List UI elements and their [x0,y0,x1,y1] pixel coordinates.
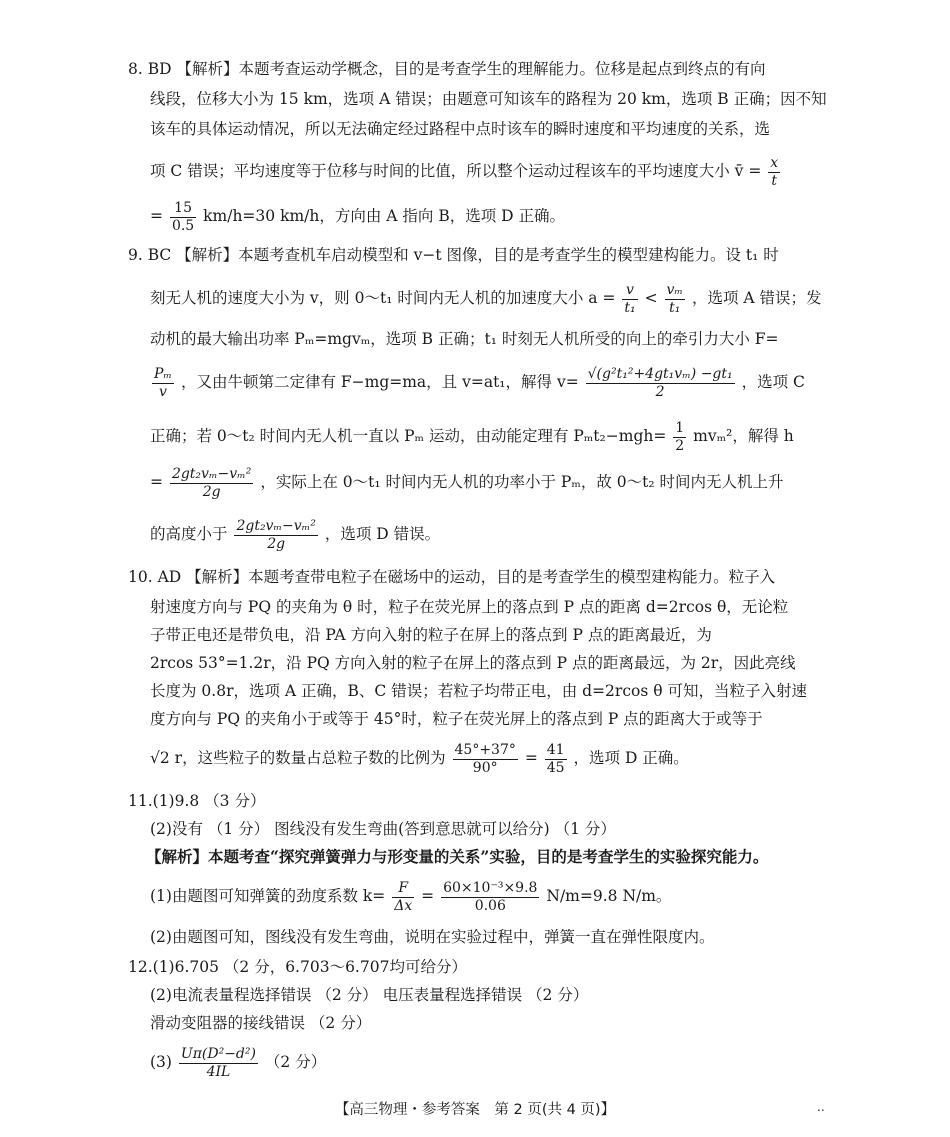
q9-line-4 [150,362,805,402]
q11-line-4 [150,876,671,916]
q9-height-fraction: $\frac{\text{2gt₂vₘ−vₘ²}}{2g}$ [171,466,252,500]
q9-line-2 [150,280,822,316]
q10-angle-fraction: $\frac{45^\circ+37^\circ}{90^\circ}$ [454,742,516,776]
q10-ratio-fraction: $\frac{41}{45}$ [546,742,565,776]
q11-line-5: (2)由题图可知，图线没有发生弯曲，说明在实验过程中，弹簧一直在弹性限度内。 [150,928,715,946]
q11-line-2: (2)没有 （1 分） 图线没有发生弯曲(答到意思就可以给分) （1 分） [150,820,616,838]
q11-k-fraction: $\frac{F}{\Delta x}$ [394,880,413,914]
q9-half-fraction: $\frac{1}{2}$ [675,420,685,454]
q12-resistivity-fraction: $\frac{\text{Uπ(D²−d²)}}{4IL}$ [180,1046,256,1080]
q8-line-1: 8. BD 【解析】本题考查运动学概念，目的是考查学生的理解能力。位移是起点到终点的有向 [128,60,766,78]
q8-line-4-text: 项 C 错误；平均速度等于位移与时间的比值，所以整个运动过程该车的平均速度大小 v̄ = [150,162,762,180]
q9-force-fraction: $\frac{\text{Pₘ}}{v}$ [154,366,173,400]
q12-line-4-label: (3) [150,1053,172,1071]
q11-line-1: 11.(1)9.8 （3 分） [128,792,266,810]
q9-height-fraction-2: $\frac{\text{2gt₂vₘ−vₘ²}}{2g}$ [236,518,316,552]
q11-equals: = [421,887,435,905]
q9-line-5-tail: mvₘ²，解得 h [693,427,794,445]
q9-accel-fraction: $\frac{v}{\text{t₁}}$ [624,282,636,316]
q8-line-4 [150,154,782,188]
q10-equals: = [524,749,538,767]
q9-line-4-tail: ，选项 C [741,373,805,391]
q9-line-3: 动机的最大输出功率 Pₘ=mgvₘ，选项 B 正确；t₁ 时刻无人机所受的向上的牵引力大小 F= [150,330,779,348]
q9-line-6-text: ，实际上在 0～t₁ 时间内无人机的功率小于 Pₘ，故 0～t₂ 时间内无人机上升 [260,473,784,491]
q12-line-1: 12.(1)6.705 （2 分，6.703～6.707均可给分） [128,958,467,976]
q10-line-3: 子带正电还是带负电，沿 PA 方向入射的粒子在屏上的落点到 P 点的距离最近，为 [150,626,712,644]
q8-avg-velocity-fraction: $\frac{x}{t}$ [770,155,779,189]
q8-line-2: 线段，位移大小为 15 km，选项 A 错误；由题意可知该车的路程为 20 km，选项 B 正确；因不知 [150,90,827,108]
q9-line-7 [150,514,440,554]
q8-line-3: 该车的具体运动情况，所以无法确定经过路程中点时该车的瞬时速度和平均速度的关系，选 [150,120,771,138]
q11-line-4-tail: N/m=9.8 N/m。 [546,887,672,905]
q12-line-2: (2)电流表量程选择错误 （2 分） 电压表量程选择错误 （2 分） [150,986,589,1004]
q9-line-4-text: ，又由牛顿第二定律有 F−mg=ma，且 v=at₁，解得 v= [180,373,579,391]
q10-line-4: 2rcos 53°=1.2r，沿 PQ 方向入射的粒子在屏上的落点到 P 点的距离最远，为 2r，因此亮线 [150,654,796,672]
q9-line-7-tail: ，选项 D 错误。 [324,525,441,543]
footer-dots: .. [817,1100,825,1114]
q9-line-2-tail: ，选项 A 错误；发 [691,289,822,307]
q9-line-6-eq: = [150,473,163,491]
page-footer: 【高三物理・参考答案 第 2 页(共 4 页)】 [334,1102,616,1118]
q9-line-6 [150,462,784,502]
q11-analysis-heading: 【解析】本题考查“探究弹簧弹力与形变量的关系”实验，目的是考查学生的实验探究能力。 [146,847,769,866]
q8-line-5-text: km/h=30 km/h，方向由 A 指向 B，选项 D 正确。 [203,207,566,225]
q10-line-5: 长度为 0.8r，选项 A 正确，B、C 错误；若粒子均带正电，由 d=2rcos θ 可知，当粒子入射速 [150,682,807,700]
q9-line-5 [150,418,794,454]
q9-less-than: < [644,289,658,307]
q10-line-7 [150,738,689,778]
q9-velocity-fraction: $\frac{\text{√(g²t₁²+4gt₁vₘ) −gt₁}}{2}$ [587,366,733,400]
q10-line-7-tail: ，选项 D 正确。 [573,749,689,767]
q12-line-4 [150,1042,326,1082]
q9-line-1: 9. BC 【解析】本题考查机车启动模型和 v−t 图像，目的是考查学生的模型建构能力。设 t₁ 时 [128,246,779,264]
q12-line-3: 滑动变阻器的接线错误 （2 分） [150,1014,372,1032]
q9-line-7-text: 的高度小于 [150,525,228,543]
q10-line-1: 10. AD 【解析】本题考查带电粒子在磁场中的运动，目的是考查学生的模型建构能力。粒子入 [128,568,776,586]
q12-line-4-score: （2 分） [264,1053,327,1071]
q10-line-6: 度方向与 PQ 的夹角小于或等于 45°时，粒子在荧光屏上的落点到 P 点的距离大于或等于 [150,710,763,728]
q9-line-5-text: 正确；若 0～t₂ 时间内无人机一直以 Pₘ 运动，由动能定理有 Pₘt₂−mgh= [150,427,667,445]
q10-line-2: 射速度方向与 PQ 的夹角为 θ 时，粒子在荧光屏上的落点到 P 点的距离 d=2rcos θ，无论粒 [150,598,789,616]
q9-vm-fraction: $\frac{\text{vₘ}}{\text{t₁}}$ [666,282,683,316]
q10-line-7-text: √2 r，这些粒子的数量占总粒子数的比例为 [150,749,446,767]
q11-line-4-text: (1)由题图可知弹簧的劲度系数 k= [150,887,386,905]
q11-value-fraction: $\frac{\text{60×10⁻³×9.8}}{0.06}$ [443,880,538,914]
q8-value-fraction: $\frac{15}{0.5}$ [171,200,195,234]
q8-line-5: = $\frac{15}{0.5}$ km/h=30 km/h，方向由 A 指向 B，选项 D 正确。 [150,200,566,234]
q9-line-2-text: 刻无人机的速度大小为 v，则 0～t₁ 时间内无人机的加速度大小 a = [150,289,616,307]
